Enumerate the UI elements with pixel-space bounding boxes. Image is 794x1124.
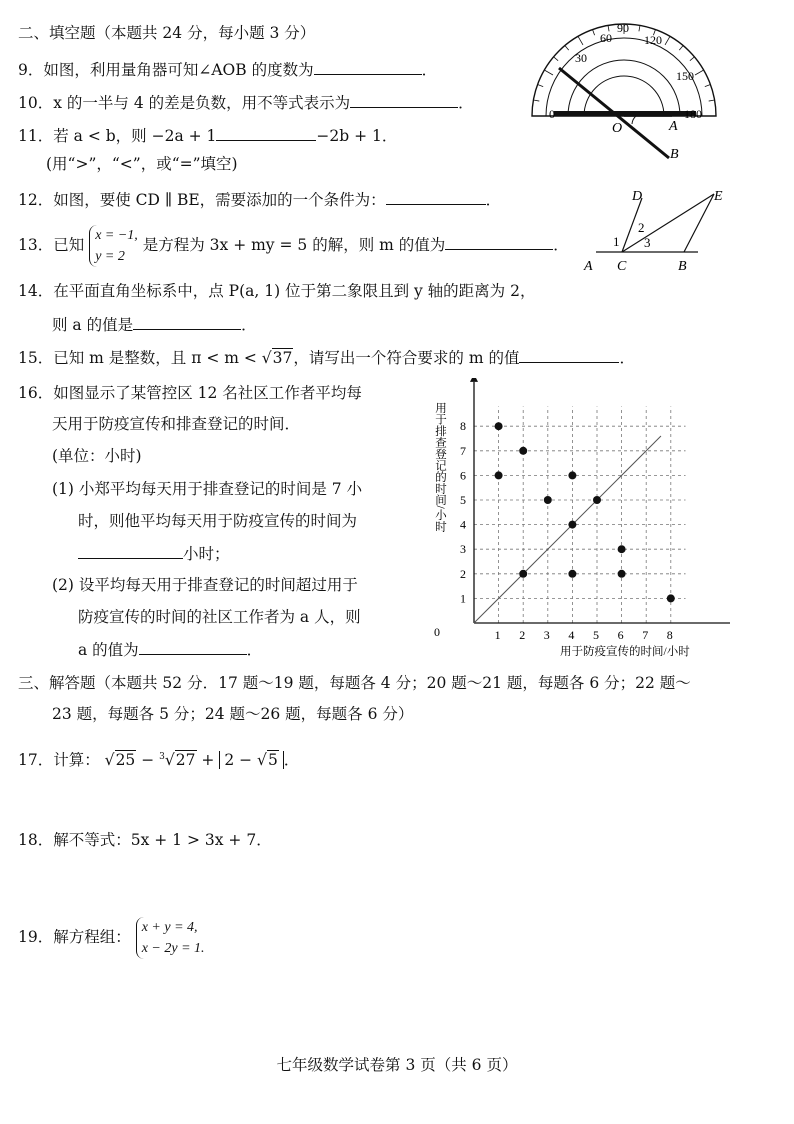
- data-point: [495, 422, 503, 430]
- protractor-tick: [690, 57, 695, 61]
- tick-label-120: 120: [644, 33, 662, 47]
- q11-number: 11．: [18, 127, 54, 145]
- point-A2-label: A: [584, 259, 593, 274]
- q14-answer-blank[interactable]: [133, 313, 241, 330]
- section2-title: 二、填空题（本题共 24 分，每小题 3 分）: [18, 24, 316, 42]
- q14-end: ．: [241, 316, 257, 334]
- q17-root-index: 3: [159, 752, 165, 762]
- tick-label-0: 0: [549, 107, 555, 121]
- q16-sub2-answer-blank[interactable]: [139, 638, 247, 655]
- q12-end: ．: [485, 191, 502, 209]
- q13: [18, 222, 569, 268]
- q13-eq1: x = −1,: [95, 228, 138, 243]
- parallel-lines-figure: [580, 184, 740, 280]
- point-C-label: C: [617, 259, 627, 274]
- protractor-tick: [639, 25, 640, 31]
- q16-sub1b: 时，则他平均每天用于防疫宣传的时间为: [78, 512, 358, 530]
- q16-unit: (单位：小时): [52, 447, 142, 465]
- q13-end: ．: [553, 236, 569, 254]
- q10-number: 10．: [18, 94, 54, 112]
- q17-pre: 计算：: [53, 751, 100, 770]
- q16-number: 16．: [18, 384, 54, 402]
- q18-text: 解不等式：5x + 1 > 3x + 7．: [53, 831, 272, 849]
- protractor-tick: [565, 46, 569, 51]
- x-tick-label: 7: [642, 628, 649, 642]
- q9-answer-blank[interactable]: [314, 58, 422, 75]
- origin-label: 0: [434, 625, 440, 639]
- q16-sub2-text: a 的值为: [78, 641, 139, 659]
- q19: [18, 914, 205, 960]
- point-B2-label: B: [678, 259, 687, 274]
- q13-answer-blank[interactable]: [445, 233, 553, 250]
- q19-number: 19．: [18, 928, 54, 946]
- point-D-label: D: [632, 189, 643, 204]
- data-point: [519, 570, 527, 578]
- q16-sub2c: [78, 638, 262, 661]
- q15-end: ．: [619, 349, 635, 367]
- protractor-tick: [538, 85, 544, 87]
- q10-end: ．: [458, 94, 474, 112]
- section3-title2: 23 题，每题各 5 分；24 题～26 题，每题各 6 分）: [52, 705, 414, 723]
- protractor-tick: [544, 70, 553, 75]
- q19-eq2: x − 2y = 1.: [141, 941, 205, 956]
- y-tick-label: 1: [460, 591, 466, 606]
- q11-answer-blank[interactable]: [216, 124, 316, 141]
- q19-pre: 解方程组：: [53, 928, 131, 946]
- y-axis-label: 用于排查登记的时间/小时: [434, 402, 446, 532]
- section3-title: 三、解答题（本题共 52 分．17 题～19 题，每题各 4 分；20 题～21 题，每题各 6 分；22 题～: [18, 674, 691, 692]
- protractor-tick: [665, 36, 670, 45]
- q12: [18, 188, 501, 211]
- protractor-tick: [533, 100, 539, 101]
- x-tick-label: 1: [494, 628, 501, 642]
- q12-text: 如图，要使 CD ∥ BE，需要添加的一个条件为：: [53, 191, 386, 209]
- point-E-label: E: [714, 189, 723, 204]
- y-tick-label: 5: [460, 493, 466, 507]
- q15-pre: 已知 m 是整数，且 π < m <: [53, 349, 257, 367]
- angle-3-label: 3: [644, 235, 651, 250]
- q9-end: ．: [421, 61, 438, 79]
- q16-sub1-answer-blank[interactable]: [78, 542, 183, 559]
- scatter-chart: [430, 378, 730, 663]
- tick-label-60: 60: [600, 31, 612, 45]
- x-tick-label: 5: [593, 628, 599, 642]
- reference-line: [474, 436, 661, 623]
- point-B-label: B: [670, 147, 679, 162]
- protractor-tick: [554, 57, 559, 61]
- q9: [18, 58, 437, 81]
- q11-right-expr: −2b + 1．: [316, 127, 398, 145]
- q16-line1: [18, 382, 362, 404]
- q18-number: 18．: [18, 831, 54, 849]
- data-point: [618, 545, 626, 553]
- data-point: [593, 496, 601, 504]
- q9-number: 9．: [18, 61, 44, 79]
- q14-text2: 则 a 的值是: [52, 316, 134, 334]
- q14-line1: [18, 280, 535, 302]
- q13-eq2: y = 2: [95, 249, 125, 264]
- x-tick-label: 3: [543, 628, 550, 642]
- protractor-tick: [578, 36, 583, 45]
- q19-system: [136, 917, 205, 959]
- y-tick-label: 2: [460, 566, 466, 581]
- q16-sub1a: (1) 小郑平均每天用于排查登记的时间是 7 小: [52, 480, 363, 498]
- q13-pre: 已知: [53, 236, 85, 254]
- q14-line2: [52, 313, 257, 336]
- q9-text: 如图，利用量角器可知∠AOB 的度数为: [43, 61, 314, 79]
- q14-text: 在平面直角坐标系中，点 P(a, 1) 位于第二象限且到 y 轴的距离为 2，: [53, 282, 536, 300]
- data-point: [618, 570, 626, 578]
- y-tick-label: 4: [460, 517, 466, 532]
- tick-label-150: 150: [676, 69, 694, 83]
- protractor-tick: [695, 70, 704, 75]
- data-point: [568, 471, 576, 479]
- x-axis-label: 用于防疫宣传的时间/小时: [560, 646, 690, 658]
- q12-answer-blank[interactable]: [386, 188, 486, 205]
- x-tick-label: 4: [568, 628, 575, 642]
- q15-number: 15．: [18, 349, 54, 367]
- q13-text: 是方程为 3x + my = 5 的解，则 m 的值为: [142, 236, 446, 254]
- protractor-figure: [524, 18, 724, 168]
- y-tick-label: 7: [460, 443, 466, 458]
- y-axis-arrow: [470, 378, 478, 382]
- q10: [18, 91, 474, 114]
- point-A-label: A: [669, 119, 678, 134]
- q11: [18, 124, 397, 147]
- data-point: [519, 447, 527, 455]
- q11-note: (用“>”，“<”，或“=”填空): [46, 155, 238, 173]
- q16-sub2b: 防疫宣传的时间的社区工作者为 a 人，则: [78, 608, 361, 626]
- y-tick-label: 6: [460, 468, 466, 483]
- data-point: [568, 570, 576, 578]
- q10-text: x 的一半与 4 的差是负数，用不等式表示为: [53, 94, 351, 112]
- q10-answer-blank[interactable]: [350, 91, 458, 108]
- q16-end: ．: [246, 641, 263, 659]
- q11-left-expr: 若 a < b，则 −2a + 1: [53, 127, 217, 145]
- x-tick-label: 8: [666, 628, 673, 642]
- x-tick-label: 2: [519, 628, 526, 642]
- angle-1-label: 1: [613, 234, 620, 249]
- tick-label-180: 180: [684, 107, 702, 121]
- angle-2-label: 2: [638, 220, 645, 235]
- y-tick-label: 8: [460, 419, 466, 434]
- q17-abs: 2 − √5: [219, 751, 283, 769]
- point-O-label: O: [612, 121, 623, 136]
- protractor-tick: [679, 46, 683, 51]
- q15-radicand: 37: [272, 349, 293, 367]
- q13-system: [89, 225, 138, 267]
- q15-text: ，请写出一个符合要求的 m 的值: [293, 349, 520, 367]
- q14-number: 14．: [18, 282, 54, 300]
- q17-radicand2: 27: [175, 751, 196, 770]
- page-footer: 七年级数学试卷第 3 页（共 6 页）: [276, 1056, 518, 1074]
- data-point: [495, 471, 503, 479]
- q18: [18, 829, 272, 851]
- tick-label-90: 90: [617, 21, 629, 35]
- q19-eq1: x + y = 4,: [141, 920, 198, 935]
- q17: 17．计算： √25 − $^3$√27 + 2 − √5 ．: [18, 751, 300, 770]
- q12-number: 12．: [18, 191, 54, 209]
- data-point: [568, 521, 576, 529]
- q16-line2: 天用于防疫宣传和排查登记的时间．: [52, 415, 301, 433]
- q13-number: 13．: [18, 236, 54, 254]
- q15: 15．已知 m 是整数，且 π < m < √37，请写出一个符合要求的 m 的值 ．: [18, 346, 635, 369]
- x-tick-label: 6: [617, 628, 624, 642]
- data-point: [667, 594, 675, 602]
- q17-abs-pre: 2 −: [224, 751, 253, 770]
- q17-number: 17．: [18, 751, 54, 770]
- protractor-tick: [705, 85, 711, 87]
- protractor-tick: [593, 30, 595, 36]
- q16-sub1-unit: 小时；: [183, 545, 230, 563]
- data-point: [544, 496, 552, 504]
- y-tick-label: 3: [460, 542, 466, 557]
- q17-radicand3: 5: [267, 751, 278, 770]
- q16-text1: 如图显示了某管控区 12 名社区工作者平均每: [53, 384, 362, 402]
- tick-label-30: 30: [575, 51, 587, 65]
- chart-grid: [474, 407, 686, 623]
- q17-radicand1: 25: [115, 751, 136, 770]
- q17-end: ．: [283, 751, 300, 770]
- q16-sub1c: [78, 542, 230, 565]
- protractor-tick: [709, 100, 715, 101]
- q15-answer-blank[interactable]: [519, 346, 619, 363]
- q16-sub2a: (2) 设平均每天用于排查登记的时间超过用于: [52, 576, 358, 594]
